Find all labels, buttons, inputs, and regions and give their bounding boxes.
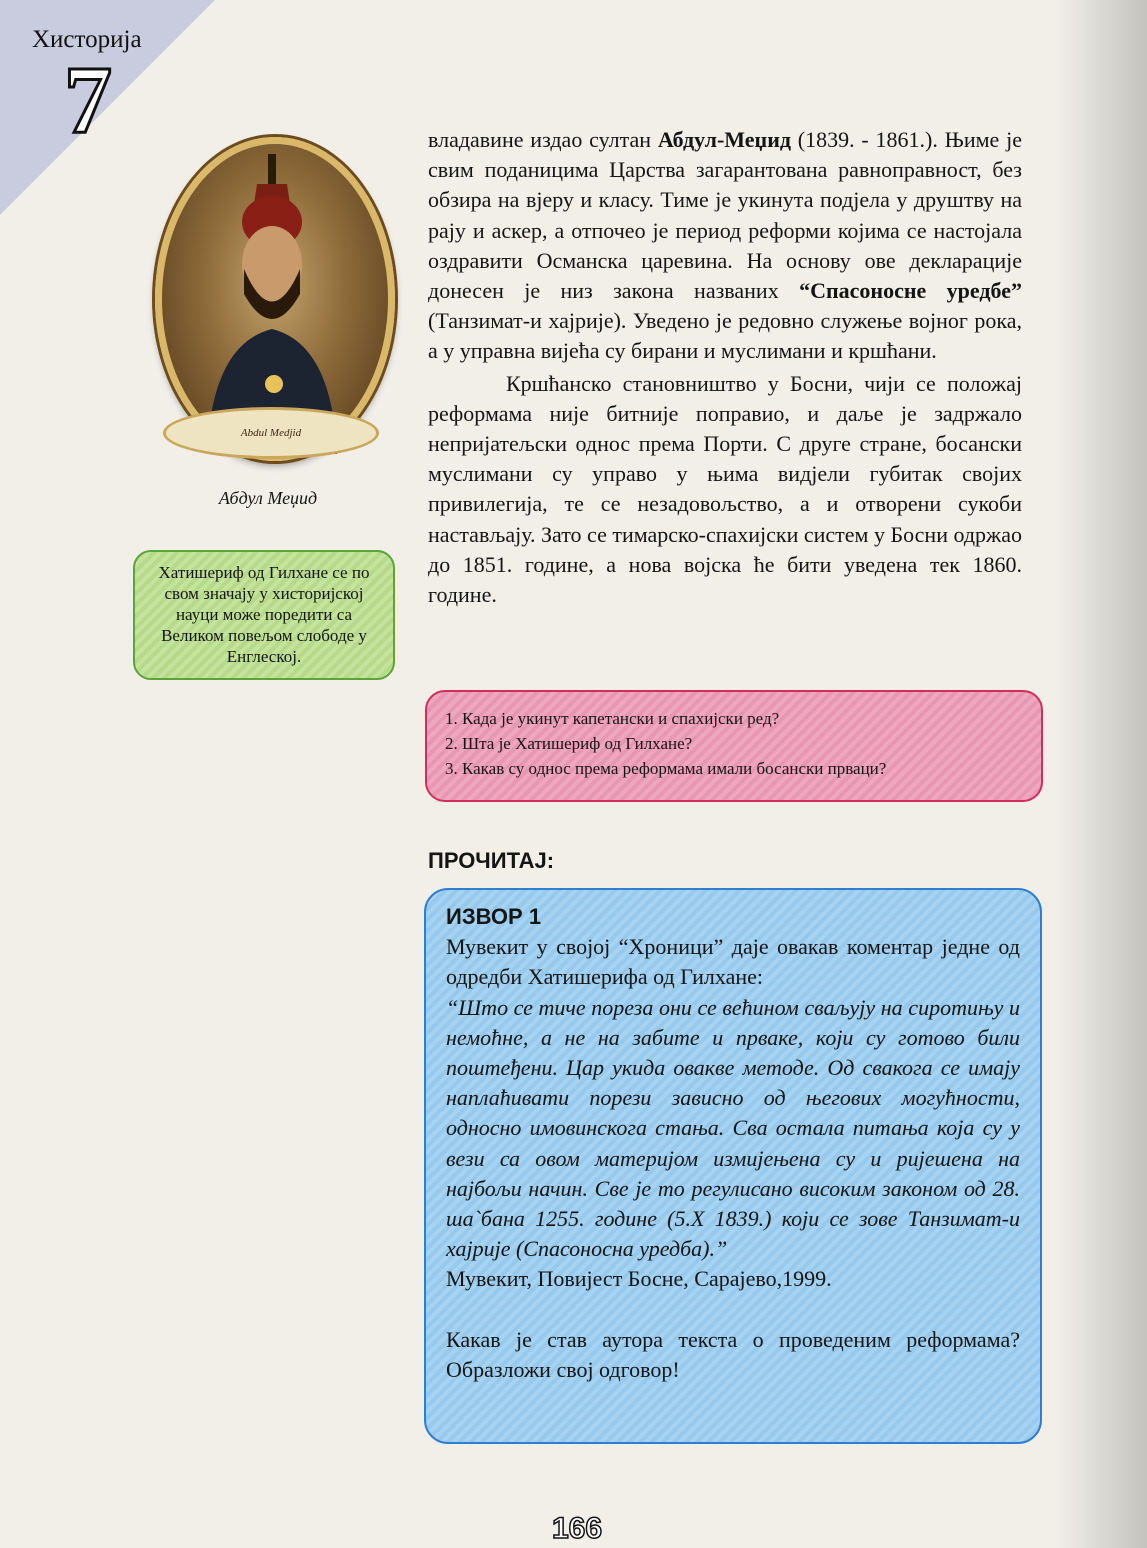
source-citation: Мувекит, Повијест Босне, Сарајево,1999. <box>446 1266 832 1292</box>
source-question: Какав је став аутора текста о проведеним реформама? Образложи свој одговор! <box>446 1326 1020 1382</box>
question-item: 3. Какав су однос према реформама имали босански прваци? <box>445 759 887 778</box>
paragraph-2: Кршћанско становништво у Босни, чији се положај реформама није битније поправио, и даље је задржало непријатељски однос према Порти. С друге стране, босански муслимани су управо у њима видјели губитак својих привилегија, те се незадовољство, а и отворени сукоби настављају. Зато се тимарско-спахијски систем у Босни одржао до 1851. године, а нова војска ће бити уведена тек 1860. године. <box>428 370 1022 608</box>
main-text <box>428 125 1022 610</box>
p1-text-e: (Танзимат-и хајрије). Уведено је редовно служење војног рока, а у управна вијећа су бирани и муслимани и кршћани. <box>428 308 1022 364</box>
p1-text-c: (1839. - 1861.). Њиме је свим поданицима Царства загарантована равноправност, без обзира на вјеру и класу. Тиме је укинута подјела у друштву на рају и аскер, а отпочео је период реформи којима се настојала оздравити Османска царевина. На основу ове декларације донесен је низ закона названих <box>428 127 1022 304</box>
p1-sultan-name: Абдул-Меџид <box>657 127 792 152</box>
page-number: 166 <box>552 1512 603 1545</box>
note-text: Хатишериф од Гилхане се по свом значају у хисторијској науци може поредити са Великом повељом слободе у Енглеској. <box>158 563 370 666</box>
source-intro: Мувекит у својој “Хроници” даје овакав коментар једне од одредби Хатишерифа од Гилхане: <box>446 934 1020 990</box>
questions-list <box>445 706 1023 781</box>
source-box <box>424 888 1042 1444</box>
portrait-ribbon: Abdul Medjid <box>163 407 379 459</box>
question-item: 2. Шта је Хатишериф од Гилхане? <box>445 734 693 753</box>
questions-box <box>425 690 1043 802</box>
grade-number: 7 <box>64 46 112 153</box>
portrait <box>133 125 403 490</box>
subject-label: Хисторија <box>32 26 142 53</box>
portrait-caption: Абдул Меџид <box>218 488 318 508</box>
read-heading: ПРОЧИТАЈ: <box>428 848 555 873</box>
question-item: 1. Када је укинут капетански и спахијски ред? <box>445 709 780 728</box>
note-box <box>133 550 395 680</box>
p1-text-a: владавине издао султан <box>428 127 658 152</box>
source-quote: “Што се тиче пореза они се већином сваљују на сиротињу и немоћне, а не на забите и прваке, који су готово били поштеђени. Цар укида овакве методе. Од свакога се имају наплаћивати порези зависно од његових могућности, односно имовинскога стања. Сва остала питања која су у вези са овом материјом измијењена су и ријешена на најбољи начин. Све је то регулисано високим законом од 28. ша`бана 1255. године (5.X 1839.) који се зове Танзимат-и хајрије (Спасоносна уредба).” <box>446 994 1020 1262</box>
source-title: ИЗВОР 1 <box>446 904 542 929</box>
p1-decree-name: “Спасоносне уредбе” <box>799 278 1022 304</box>
paragraph-1 <box>428 125 1022 367</box>
page-edge-shadow <box>1057 0 1147 1548</box>
